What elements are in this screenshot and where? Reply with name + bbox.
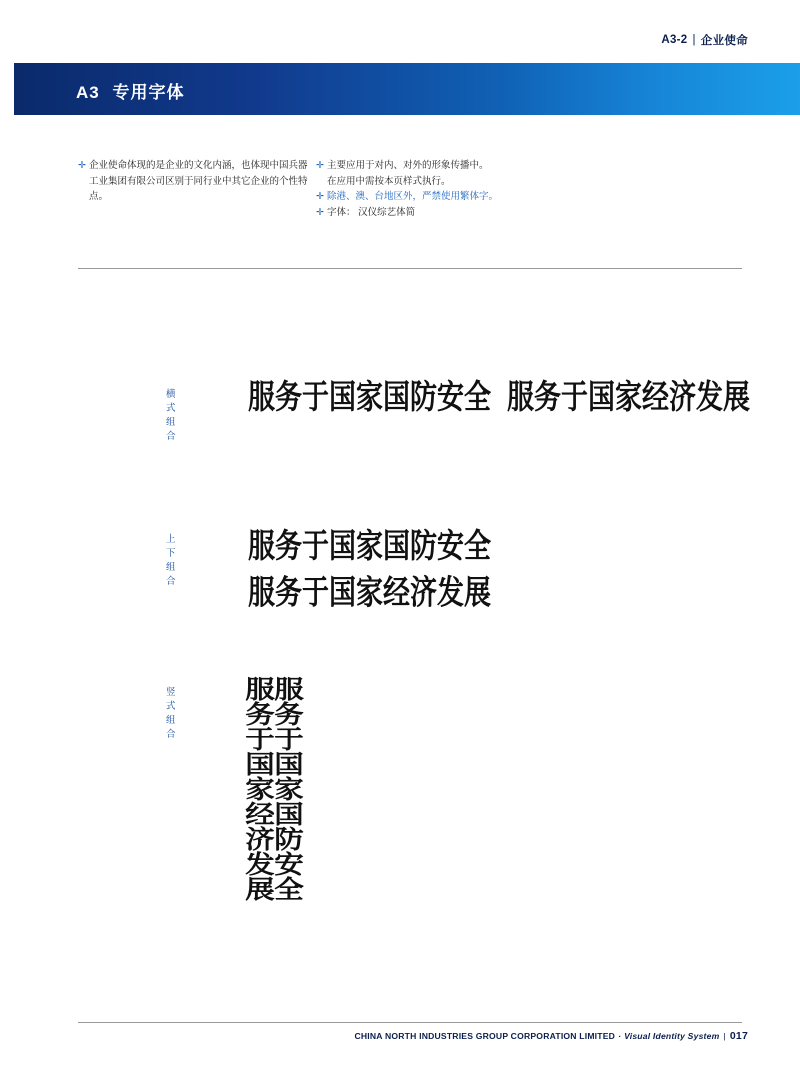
section-code: A3 — [76, 83, 100, 102]
slogan-column-a: 服务于国家国防安全 — [270, 676, 305, 901]
note-left-1-text: 企业使命体现的是企业的文化内涵，也体现中国兵器工业集团有限公司区别于同行业中其它企业的个性特点。 — [89, 160, 308, 203]
header-title: 企业使命 — [700, 35, 748, 47]
section-name: 专用字体 — [112, 83, 185, 102]
sample-stacked-label: 上下组合 — [166, 534, 177, 587]
footer-system: Visual Identity System — [624, 1031, 720, 1041]
note-right-3 — [316, 189, 716, 205]
footer-company: CHINA NORTH INDUSTRIES GROUP CORPORATION LIMITED — [354, 1031, 616, 1041]
divider-bottom — [78, 1022, 742, 1023]
notes-left-column — [78, 158, 316, 221]
sample-horizontal-text — [248, 380, 750, 416]
footer-dot: · — [618, 1031, 622, 1041]
slogan-line-a: 服务于国家国防安全 — [248, 378, 491, 417]
note-right-2 — [316, 174, 716, 190]
left-margin-bar — [0, 0, 14, 1085]
sample-horizontal-label: 横式组合 — [166, 389, 177, 442]
note-right-3-text: 除港、澳、台地区外，严禁使用繁体字。 — [327, 191, 499, 203]
header-separator: | — [692, 34, 696, 46]
note-right-4-text: 字体： 汉仪综艺体简 — [327, 207, 416, 219]
slogan-line-b: 服务于国家经济发展 — [248, 574, 491, 613]
section-title — [76, 78, 184, 103]
page-footer — [354, 1030, 748, 1042]
note-left-1 — [78, 158, 316, 205]
plus-icon: ✛ — [316, 207, 324, 219]
sample-vertical-label: 竖式组合 — [166, 687, 177, 740]
footer-page-number: 017 — [729, 1030, 748, 1042]
note-right-1 — [316, 158, 716, 174]
page-header — [661, 32, 748, 48]
sample-stacked-text — [248, 524, 491, 618]
slogan-line-a: 服务于国家国防安全 — [248, 527, 491, 566]
notes-block — [78, 158, 738, 221]
note-right-1-text: 主要应用于对内、对外的形象传播中。 — [327, 160, 489, 171]
note-right-4 — [316, 205, 716, 221]
header-code: A3-2 — [661, 34, 688, 46]
slogan-line-b: 服务于国家经济发展 — [507, 378, 750, 417]
slogan-column-b: 服务于国家经济发展 — [241, 676, 276, 901]
footer-separator: | — [723, 1031, 726, 1041]
plus-icon: ✛ — [78, 160, 86, 171]
divider-top — [78, 268, 742, 269]
notes-right-column — [316, 158, 716, 221]
plus-icon: ✛ — [316, 160, 324, 171]
plus-icon: ✛ — [316, 191, 324, 203]
note-right-2-text: 在应用中需按本页样式执行。 — [327, 175, 451, 187]
sample-vertical-text — [241, 676, 305, 901]
